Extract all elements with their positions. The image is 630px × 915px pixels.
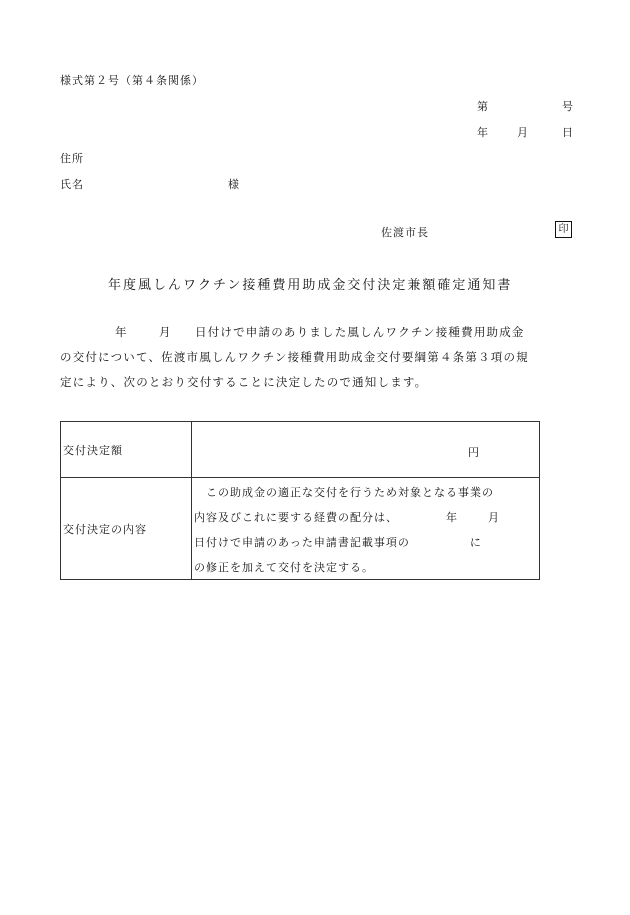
- notice-body: [60, 320, 580, 395]
- document-title: 年度風しんワクチン接種費用助成金交付決定兼額確定通知書: [108, 278, 513, 293]
- grant-content-cell: [192, 478, 540, 580]
- grant-content-label: 交付決定の内容: [61, 478, 192, 580]
- grant-amount-label: 交付決定額: [61, 422, 192, 478]
- honorific: 様: [228, 178, 239, 191]
- content-line-3-end: に: [469, 536, 482, 549]
- date-day: 日: [562, 126, 573, 139]
- content-line-3: [194, 534, 482, 550]
- content-year: 年: [446, 511, 458, 524]
- body-line-2: の交付について、佐渡市風しんワクチン接種費用助成金交付要綱第４条第３項の規: [60, 350, 529, 364]
- body-line: [60, 320, 580, 345]
- date-year: 年: [477, 126, 488, 139]
- content-month: 月: [488, 511, 500, 524]
- issue-date: [477, 124, 573, 140]
- content-line-1: この助成金の適正な交付を行うため対象となる事業の: [206, 486, 494, 499]
- name-label: 氏名: [60, 178, 84, 191]
- seal-mark: 印: [555, 221, 572, 238]
- body-month: 月: [159, 325, 172, 339]
- issuer-title: 佐渡市長: [381, 226, 429, 239]
- table-row: [61, 478, 540, 580]
- content-line-2: [194, 509, 500, 525]
- address-label: 住所: [60, 152, 84, 165]
- content-line-2-text: 内容及びこれに要する経費の配分は、: [194, 511, 398, 524]
- content-line-3-text: 日付けで申請のあった申請書記載事項の: [194, 536, 410, 549]
- yen-unit: 円: [468, 446, 479, 459]
- date-month: 月: [517, 126, 528, 139]
- content-line-4: の修正を加えて交付を決定する。: [194, 561, 374, 574]
- document-number-suffix: 号: [562, 100, 573, 113]
- grant-decision-table: [60, 421, 540, 580]
- form-number: 様式第２号（第４条関係）: [60, 74, 204, 87]
- body-year: 年: [115, 325, 128, 339]
- document-number-prefix: 第: [477, 100, 488, 113]
- body-line1-text: 日付けで申請のありました風しんワクチン接種費用助成金: [195, 325, 525, 339]
- grant-amount-cell: [192, 422, 540, 478]
- body-line-3: 定により、次のとおり交付することに決定したので通知します。: [60, 375, 428, 389]
- table-row: [61, 422, 540, 478]
